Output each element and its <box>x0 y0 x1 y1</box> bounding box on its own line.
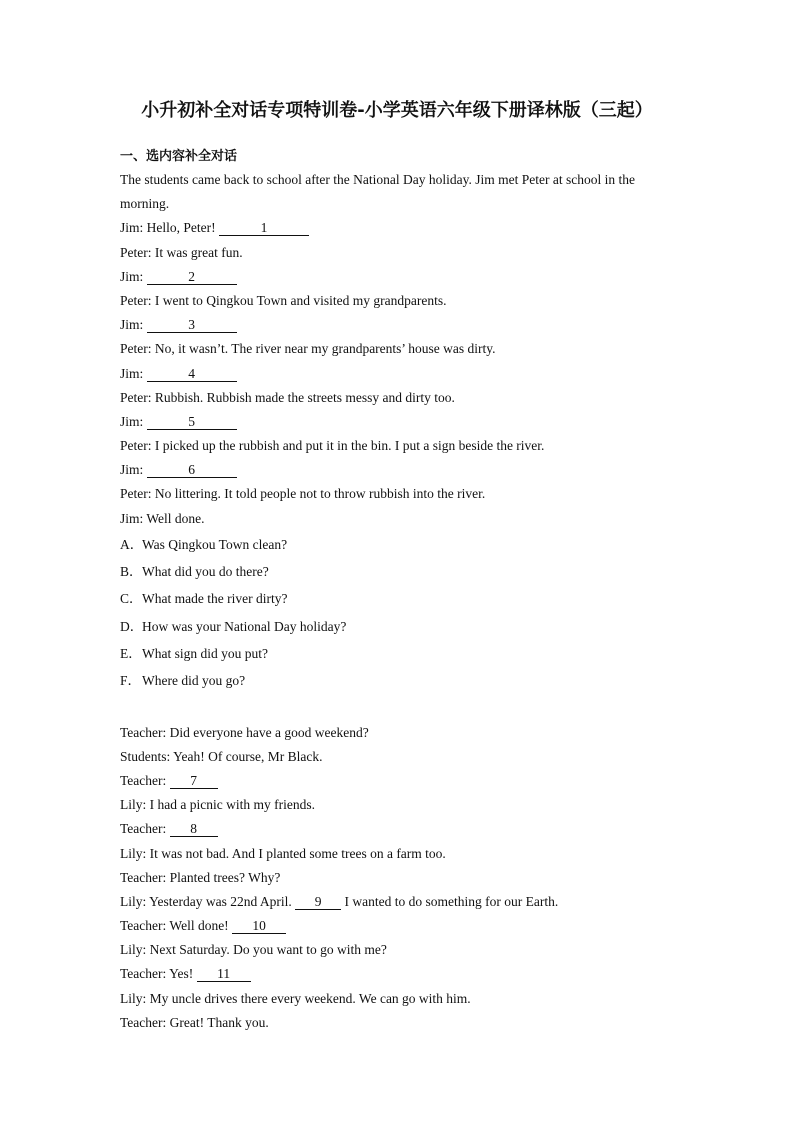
option-item <box>120 640 680 667</box>
dialogue-text: Great! Thank you. <box>166 1014 269 1030</box>
option-letter: F． <box>120 673 142 689</box>
speaker-label: Teacher: <box>120 821 167 837</box>
answer-blank: 9 <box>295 894 341 910</box>
speaker-label: Peter: <box>120 244 152 260</box>
speaker-label: Lily: <box>120 797 147 813</box>
dialogue-text: No littering. It told people not to throw rubbish into the river. <box>151 486 486 502</box>
speaker-label: Teacher: <box>120 869 167 885</box>
dialogue-text: It was great fun. <box>151 244 243 260</box>
dialogue-text: Well done. <box>143 510 205 526</box>
dialogue-text: I wanted to do something for our Earth. <box>341 893 559 909</box>
answer-blank: 1 <box>219 220 309 236</box>
answer-blank: 8 <box>170 821 218 837</box>
option-item <box>120 558 680 585</box>
dialogue-line <box>120 313 680 337</box>
dialogue-line <box>120 842 680 866</box>
dialogue-text: I went to Qingkou Town and visited my grandparents. <box>151 292 447 308</box>
dialogue-line <box>120 482 680 506</box>
speaker-label: Peter: <box>120 389 152 405</box>
speaker-label: Lily: <box>120 942 147 958</box>
dialogue-line <box>120 265 680 289</box>
speaker-label: Jim: <box>120 365 144 381</box>
speaker-label: Lily: <box>120 893 147 909</box>
dialogue-line <box>120 890 680 914</box>
section-spacer <box>120 695 680 721</box>
option-text: How was your National Day holiday? <box>142 618 347 634</box>
dialogue-text: Yesterday was 22nd April. <box>146 893 296 909</box>
dialogue-line <box>120 793 680 817</box>
speaker-label: Teacher: <box>120 918 167 934</box>
speaker-label: Lily: <box>120 845 147 861</box>
speaker-label: Peter: <box>120 486 152 502</box>
page-title: 小升初补全对话专项特训卷-小学英语六年级下册译林版（三起） <box>141 100 653 121</box>
dialogue-line <box>120 987 680 1011</box>
speaker-label: Peter: <box>120 341 152 357</box>
speaker-label: Lily: <box>120 990 147 1006</box>
speaker-label: Jim: <box>120 317 144 333</box>
answer-blank: 10 <box>232 918 286 934</box>
speaker-label: Teacher: <box>120 966 167 982</box>
dialogue-text: Did everyone have a good weekend? <box>166 724 369 740</box>
speaker-label: Teacher: <box>120 724 167 740</box>
dialogue-line <box>120 434 680 458</box>
speaker-label: Peter: <box>120 292 152 308</box>
dialogue-text: Next Saturday. Do you want to go with me? <box>146 942 387 958</box>
answer-blank: 2 <box>147 269 237 285</box>
speaker-label: Students: <box>120 748 171 764</box>
dialogue-text: Yeah! Of course, Mr Black. <box>170 748 323 764</box>
dialogue-line <box>120 914 680 938</box>
speaker-label: Jim: <box>120 413 144 429</box>
option-text: What did you do there? <box>142 564 269 580</box>
dialogue-line <box>120 362 680 386</box>
option-text: What sign did you put? <box>142 646 268 661</box>
dialogue-line <box>120 289 680 313</box>
option-letter: B． <box>120 564 143 580</box>
dialogue-text: I had a picnic with my friends. <box>146 797 315 813</box>
dialogue-text: Yes! <box>166 966 197 982</box>
speaker-label: Teacher: <box>120 1014 167 1030</box>
answer-blank: 5 <box>147 414 237 430</box>
option-item <box>120 613 680 640</box>
speaker-label: Teacher: <box>120 772 167 788</box>
dialogue-line <box>120 938 680 962</box>
answer-blank: 6 <box>147 462 237 478</box>
section-heading: 一、选内容补全对话 <box>120 149 238 164</box>
option-letter: C． <box>120 591 143 607</box>
dialogue-text: My uncle drives there every weekend. We can go with him. <box>146 990 471 1006</box>
answer-blank: 11 <box>197 966 251 982</box>
dialogue-text: Hello, Peter! <box>143 220 219 236</box>
dialogue-text: No, it wasn’t. The river near my grandparents’ house was dirty. <box>151 341 496 357</box>
answer-blank: 4 <box>147 366 237 382</box>
speaker-label: Jim: <box>120 510 144 526</box>
dialogue-line <box>120 962 680 986</box>
speaker-label: Peter: <box>120 438 152 454</box>
dialogue-line <box>120 721 680 745</box>
dialogue-text: Rubbish. Rubbish made the streets messy and dirty too. <box>151 389 455 405</box>
dialogue-line <box>120 216 680 240</box>
answer-blank: 3 <box>147 317 237 333</box>
option-letter: D． <box>120 618 144 634</box>
speaker-label: Jim: <box>120 462 144 478</box>
option-text: What made the river dirty? <box>142 591 288 607</box>
dialogue-line <box>120 1011 680 1035</box>
option-text: Where did you go? <box>142 673 246 689</box>
speaker-label: Jim: <box>120 268 144 284</box>
dialogue-line <box>120 745 680 769</box>
dialogue-line <box>120 458 680 482</box>
dialogue-line <box>120 817 680 841</box>
dialogue-line <box>120 410 680 434</box>
dialogue-line <box>120 866 680 890</box>
option-letter: E． <box>120 646 142 661</box>
answer-blank: 7 <box>170 773 218 789</box>
document-body <box>120 146 680 1035</box>
dialogue-line <box>120 507 680 531</box>
dialogue-line <box>120 769 680 793</box>
option-item <box>120 667 680 694</box>
intro-text: The students came back to school after the National Day holiday. Jim met Peter at school in the <box>120 172 635 187</box>
dialogue-text: It was not bad. And I planted some trees on a farm too. <box>146 845 446 861</box>
dialogue-line <box>120 337 680 361</box>
intro-text-continued: morning. <box>120 196 170 212</box>
dialogue-text: Planted trees? Why? <box>166 869 281 885</box>
dialogue-line <box>120 241 680 265</box>
option-item <box>120 585 680 612</box>
option-text: Was Qingkou Town clean? <box>142 536 288 552</box>
dialogue-line <box>120 386 680 410</box>
speaker-label: Jim: <box>120 220 144 236</box>
dialogue-text: I picked up the rubbish and put it in the bin. I put a sign beside the river. <box>151 438 545 454</box>
option-letter: A． <box>120 536 144 552</box>
option-item <box>120 531 680 558</box>
dialogue-text: Well done! <box>166 918 233 934</box>
